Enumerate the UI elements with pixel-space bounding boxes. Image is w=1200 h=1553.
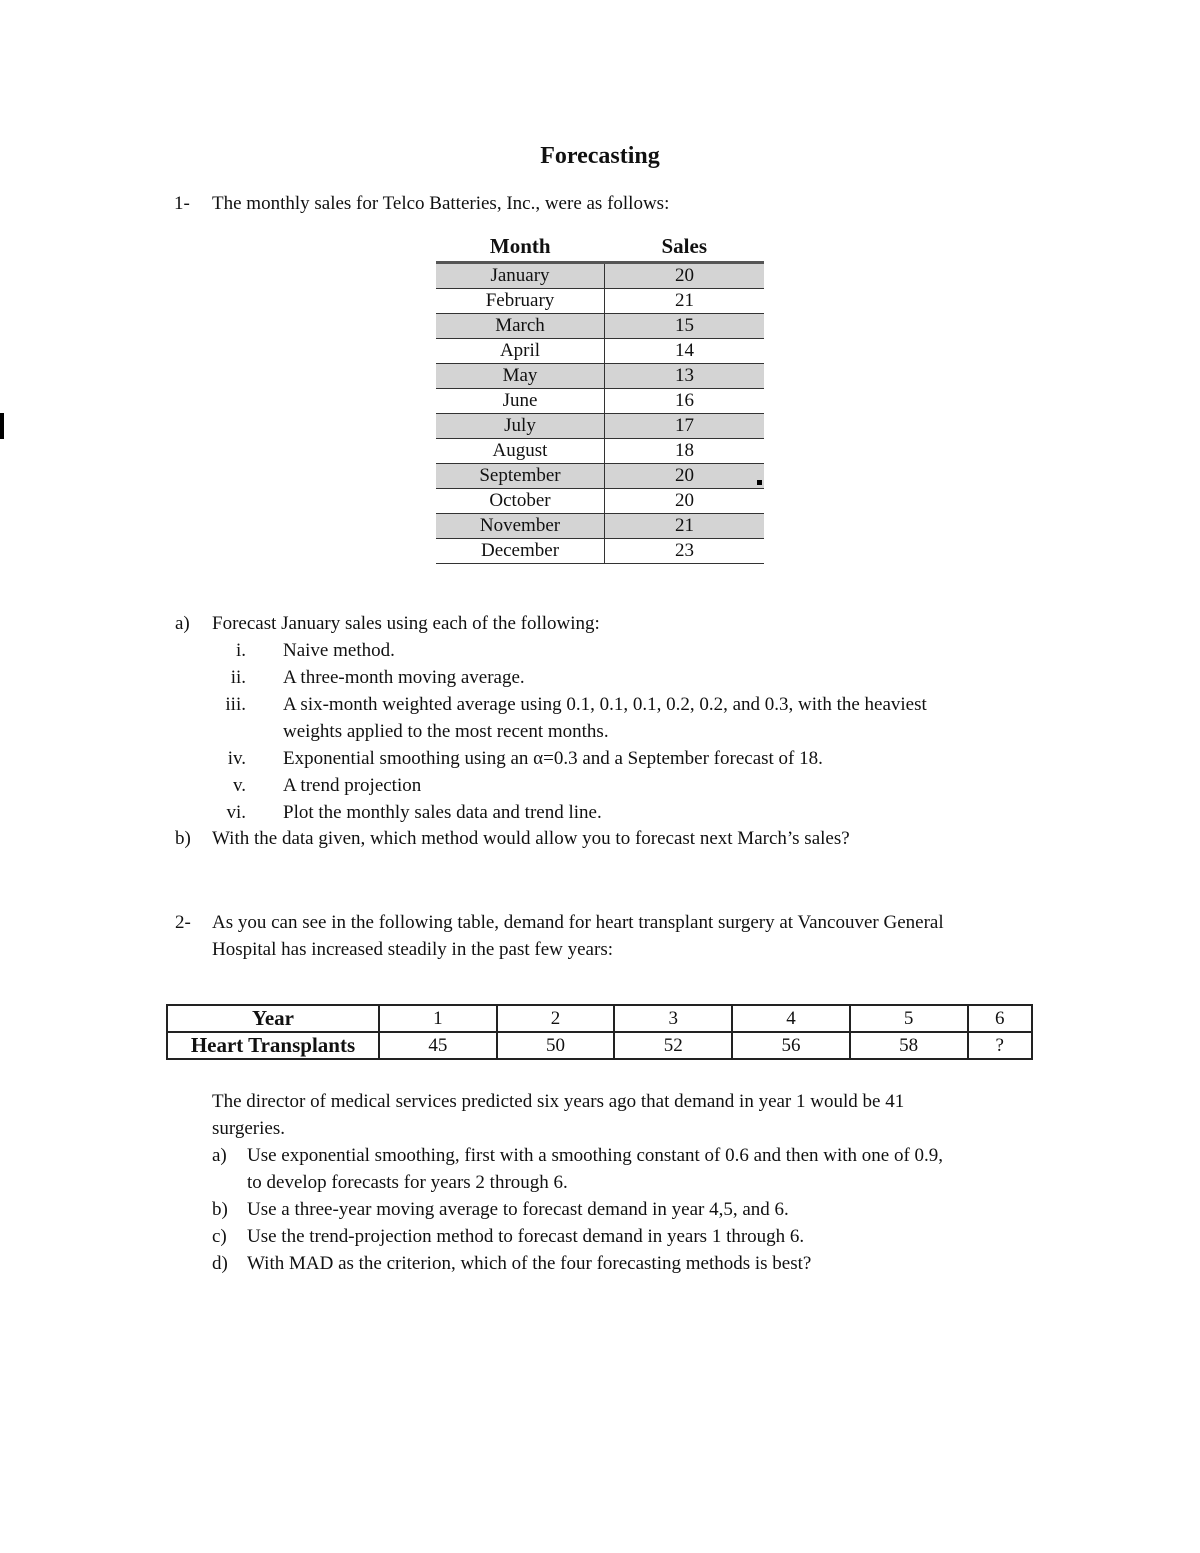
month-cell: May	[436, 364, 605, 389]
table-row	[436, 414, 764, 439]
transplants-row	[167, 1032, 1032, 1059]
sales-cell: 21	[605, 289, 765, 314]
part-text: Use the trend-projection method to forecast demand in years 1 through 6.	[247, 1226, 805, 1247]
sales-cell: 23	[605, 539, 765, 564]
stray-dot	[757, 480, 762, 485]
part-text: to develop forecasts for years 2 through 6.	[247, 1172, 568, 1193]
sub-item-text: A three-month moving average.	[283, 667, 525, 688]
part-text: Use exponential smoothing, first with a smoothing constant of 0.6 and then with one of 0.9,	[247, 1145, 944, 1166]
sub-item-number: vi.	[226, 802, 246, 823]
table-row	[436, 439, 764, 464]
transplant-cell: 45	[379, 1032, 497, 1059]
table-row	[436, 364, 764, 389]
part-text: Use a three-year moving average to forecast demand in year 4,5, and 6.	[247, 1199, 789, 1220]
transplant-cell: ?	[968, 1032, 1032, 1059]
sub-item-number: iii.	[225, 694, 246, 715]
transplant-cell: 50	[497, 1032, 615, 1059]
transplant-cell: 52	[614, 1032, 732, 1059]
column-header-month: Month	[489, 234, 551, 258]
page-title: Forecasting	[540, 143, 660, 169]
q1-part-b-label: b)	[175, 828, 191, 849]
year-cell: 4	[732, 1005, 850, 1032]
sub-item-text: weights applied to the most recent months.	[283, 721, 609, 742]
sales-cell: 18	[605, 439, 765, 464]
q1-number: 1-	[174, 193, 190, 214]
sales-cell: 21	[605, 514, 765, 539]
sales-cell: 15	[605, 314, 765, 339]
month-cell: August	[436, 439, 605, 464]
month-cell: April	[436, 339, 605, 364]
transplant-cell: 56	[732, 1032, 850, 1059]
q2-note-line: surgeries.	[212, 1118, 285, 1139]
part-label: a)	[212, 1145, 227, 1166]
month-cell: September	[436, 464, 605, 489]
year-row	[167, 1005, 1032, 1032]
month-cell: February	[436, 289, 605, 314]
q1-intro: The monthly sales for Telco Batteries, Inc., were as follows:	[212, 193, 670, 214]
sub-item-text: A trend projection	[283, 775, 422, 796]
part-label: b)	[212, 1199, 228, 1220]
table-row	[436, 539, 764, 564]
table-row	[436, 464, 764, 489]
sub-item-text: A six-month weighted average using 0.1, 0.1, 0.1, 0.2, 0.2, and 0.3, with the heaviest	[283, 694, 927, 715]
q1-part-a-text: Forecast January sales using each of the following:	[212, 613, 600, 634]
table-row	[436, 489, 764, 514]
month-cell: July	[436, 414, 605, 439]
table-row	[436, 314, 764, 339]
transplant-cell: 58	[850, 1032, 968, 1059]
table-row	[436, 514, 764, 539]
sales-cell: 20	[605, 489, 765, 514]
q2-intro-line: Hospital has increased steadily in the past few years:	[212, 939, 613, 960]
sub-item-number: i.	[235, 640, 246, 661]
part-text: With MAD as the criterion, which of the four forecasting methods is best?	[247, 1253, 812, 1274]
sales-cell: 20	[605, 263, 765, 289]
row-header-year: Year	[167, 1005, 379, 1032]
sales-table	[436, 232, 764, 564]
q1-part-b-text: With the data given, which method would allow you to forecast next March’s sales?	[212, 828, 850, 849]
sales-cell: 13	[605, 364, 765, 389]
sub-item-text: Naive method.	[283, 640, 395, 661]
q2-number: 2-	[175, 912, 191, 933]
month-cell: November	[436, 514, 605, 539]
month-cell: October	[436, 489, 605, 514]
year-cell: 5	[850, 1005, 968, 1032]
table-row	[436, 389, 764, 414]
month-cell: March	[436, 314, 605, 339]
sales-cell: 17	[605, 414, 765, 439]
year-cell: 3	[614, 1005, 732, 1032]
part-label: c)	[212, 1226, 227, 1247]
sales-cell: 20	[605, 464, 765, 489]
sales-cell: 14	[605, 339, 765, 364]
q2-intro-line: As you can see in the following table, demand for heart transplant surgery at Vancouver General	[212, 912, 944, 933]
year-cell: 2	[497, 1005, 615, 1032]
sub-item-number: v.	[232, 775, 246, 796]
table-row	[436, 339, 764, 364]
q1-part-a-label: a)	[175, 613, 190, 634]
month-cell: December	[436, 539, 605, 564]
part-label: d)	[212, 1253, 228, 1274]
table-row	[436, 263, 764, 289]
sales-cell: 16	[605, 389, 765, 414]
sub-item-number: ii.	[230, 667, 246, 688]
sub-item-text: Plot the monthly sales data and trend line.	[283, 802, 602, 823]
year-cell: 1	[379, 1005, 497, 1032]
transplant-table	[166, 1004, 1033, 1060]
year-cell: 6	[968, 1005, 1032, 1032]
month-cell: January	[436, 263, 605, 289]
column-header-sales: Sales	[661, 234, 707, 258]
sub-item-text: Exponential smoothing using an α=0.3 and a September forecast of 18.	[283, 748, 823, 769]
sub-item-number: iv.	[227, 748, 246, 769]
month-cell: June	[436, 389, 605, 414]
margin-mark	[0, 413, 4, 439]
row-header-transplants: Heart Transplants	[167, 1032, 379, 1059]
table-row	[436, 289, 764, 314]
q2-note-line: The director of medical services predicted six years ago that demand in year 1 would be 41	[212, 1091, 905, 1112]
